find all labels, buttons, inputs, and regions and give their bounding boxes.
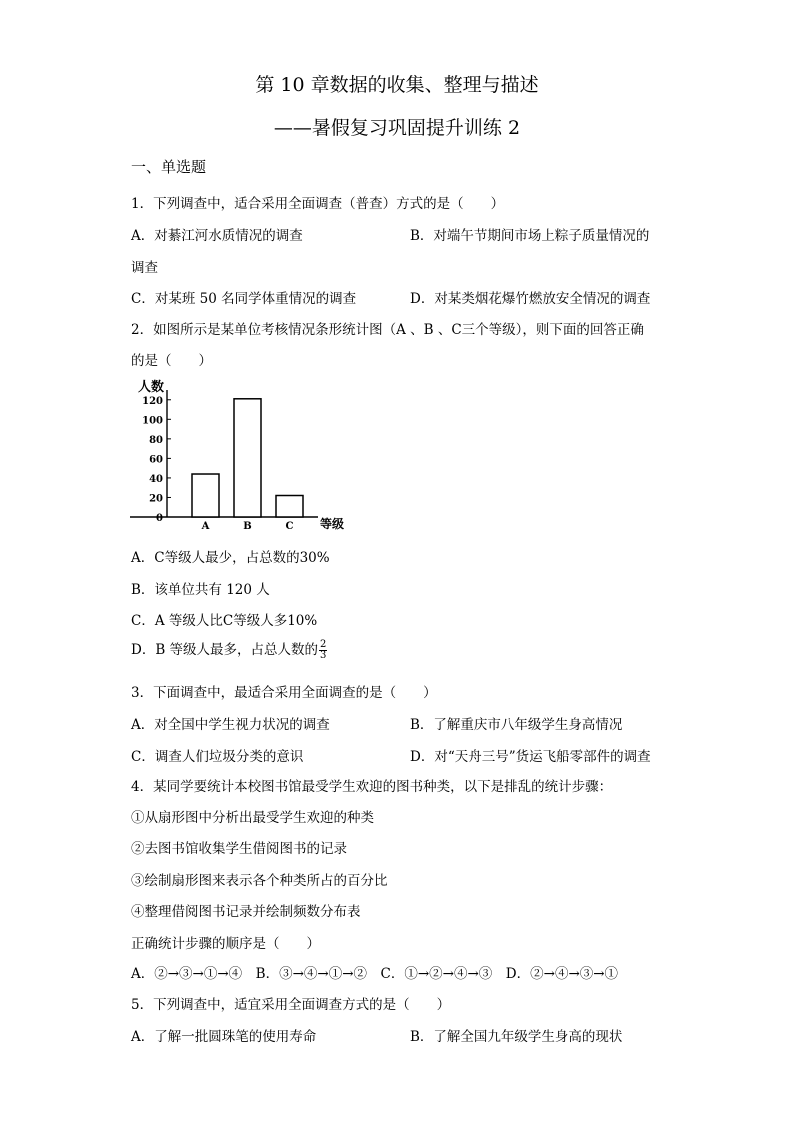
fraction bbox=[319, 640, 327, 661]
q2-stem-line2: 的是（ ） bbox=[131, 353, 212, 369]
q1-option-a: A．对綦江河水质情况的调查 bbox=[131, 228, 303, 244]
q4-stem: 4．某同学要统计本校图书馆最受学生欢迎的图书种类，以下是排乱的统计步骤： bbox=[131, 779, 613, 795]
chart-y-tick-label: 60 bbox=[149, 454, 163, 466]
q2-option-c: C．A 等级人比C等级人多10% bbox=[131, 613, 318, 629]
chart-ylabel: 人数 bbox=[138, 380, 165, 395]
q4-step-4: ④整理借阅图书记录并绘制频数分布表 bbox=[131, 904, 361, 920]
chart-bar bbox=[192, 474, 219, 517]
chart-y-tick-label: 20 bbox=[149, 493, 163, 505]
fraction-denominator: 3 bbox=[320, 650, 327, 661]
q3-option-c: C．调查人们垃圾分类的意识 bbox=[131, 749, 304, 765]
q3-option-b: B．了解重庆市八年级学生身高情况 bbox=[410, 717, 623, 733]
section-heading: 一、单选题 bbox=[131, 158, 207, 176]
q2-option-b: B．该单位共有 120 人 bbox=[131, 582, 270, 598]
q1-stem: 1．下列调查中，适合采用全面调查（普查）方式的是（ ） bbox=[131, 196, 505, 212]
chart-y-tick-label: 40 bbox=[149, 473, 163, 485]
q5-option-a: A．了解一批圆珠笔的使用寿命 bbox=[131, 1029, 317, 1045]
chart-category-label: A bbox=[201, 521, 210, 530]
bar-chart bbox=[130, 378, 360, 530]
chart-bar bbox=[234, 399, 261, 517]
chart-y-tick-label: 120 bbox=[142, 395, 163, 407]
chart-category-label: C bbox=[285, 521, 294, 530]
q1-option-c: C．对某班 50 名同学体重情况的调查 bbox=[131, 291, 357, 307]
q3-option-d: D．对“天舟三号”货运飞船零部件的调查 bbox=[410, 749, 651, 765]
chart-y-tick-label: 80 bbox=[149, 434, 163, 446]
q2-stem-line1: 2．如图所示是某单位考核情况条形统计图（A 、B 、C三个等级），则下面的回答正确 bbox=[131, 322, 644, 338]
q3-stem: 3．下面调查中，最适合采用全面调查的是（ ） bbox=[131, 685, 437, 701]
q2-option-d-text: D．B 等级人最多，占总人数的 bbox=[131, 642, 319, 658]
q4-step-2: ②去图书馆收集学生借阅图书的记录 bbox=[131, 841, 347, 857]
q4-options: A．②→③→①→④ B．③→④→①→② C．①→②→④→③ D．②→④→③→① bbox=[131, 966, 619, 982]
q4-ask: 正确统计步骤的顺序是（ ） bbox=[131, 936, 320, 952]
q3-option-a: A．对全国中学生视力状况的调查 bbox=[131, 717, 330, 733]
page-subtitle: ——暑假复习巩固提升训练 2 bbox=[273, 117, 521, 139]
q5-stem: 5．下列调查中，适宜采用全面调查方式的是（ ） bbox=[131, 997, 451, 1013]
q2-option-a: A．C等级人最少，占总数的30% bbox=[131, 550, 330, 566]
q2-option-d bbox=[131, 638, 327, 661]
chart-bar bbox=[276, 496, 303, 517]
chart-category-label: B bbox=[243, 521, 252, 530]
q4-step-3: ③绘制扇形图来表示各个种类所占的百分比 bbox=[131, 873, 388, 889]
chart-y-tick-label: 0 bbox=[156, 513, 163, 524]
q1-option-b: B．对端午节期间市场上粽子质量情况的 bbox=[410, 228, 650, 244]
chart-y-tick-label: 100 bbox=[142, 415, 163, 427]
fraction-numerator: 2 bbox=[320, 639, 327, 650]
q1-option-b-cont: 调查 bbox=[131, 260, 158, 276]
chart-xlabel: 等级 bbox=[320, 517, 345, 530]
q4-step-1: ①从扇形图中分析出最受学生欢迎的种类 bbox=[131, 810, 374, 826]
page-title: 第 10 章数据的收集、整理与描述 bbox=[255, 74, 539, 96]
q5-option-b: B．了解全国九年级学生身高的现状 bbox=[410, 1029, 623, 1045]
q1-option-d: D．对某类烟花爆竹燃放安全情况的调查 bbox=[410, 291, 651, 307]
